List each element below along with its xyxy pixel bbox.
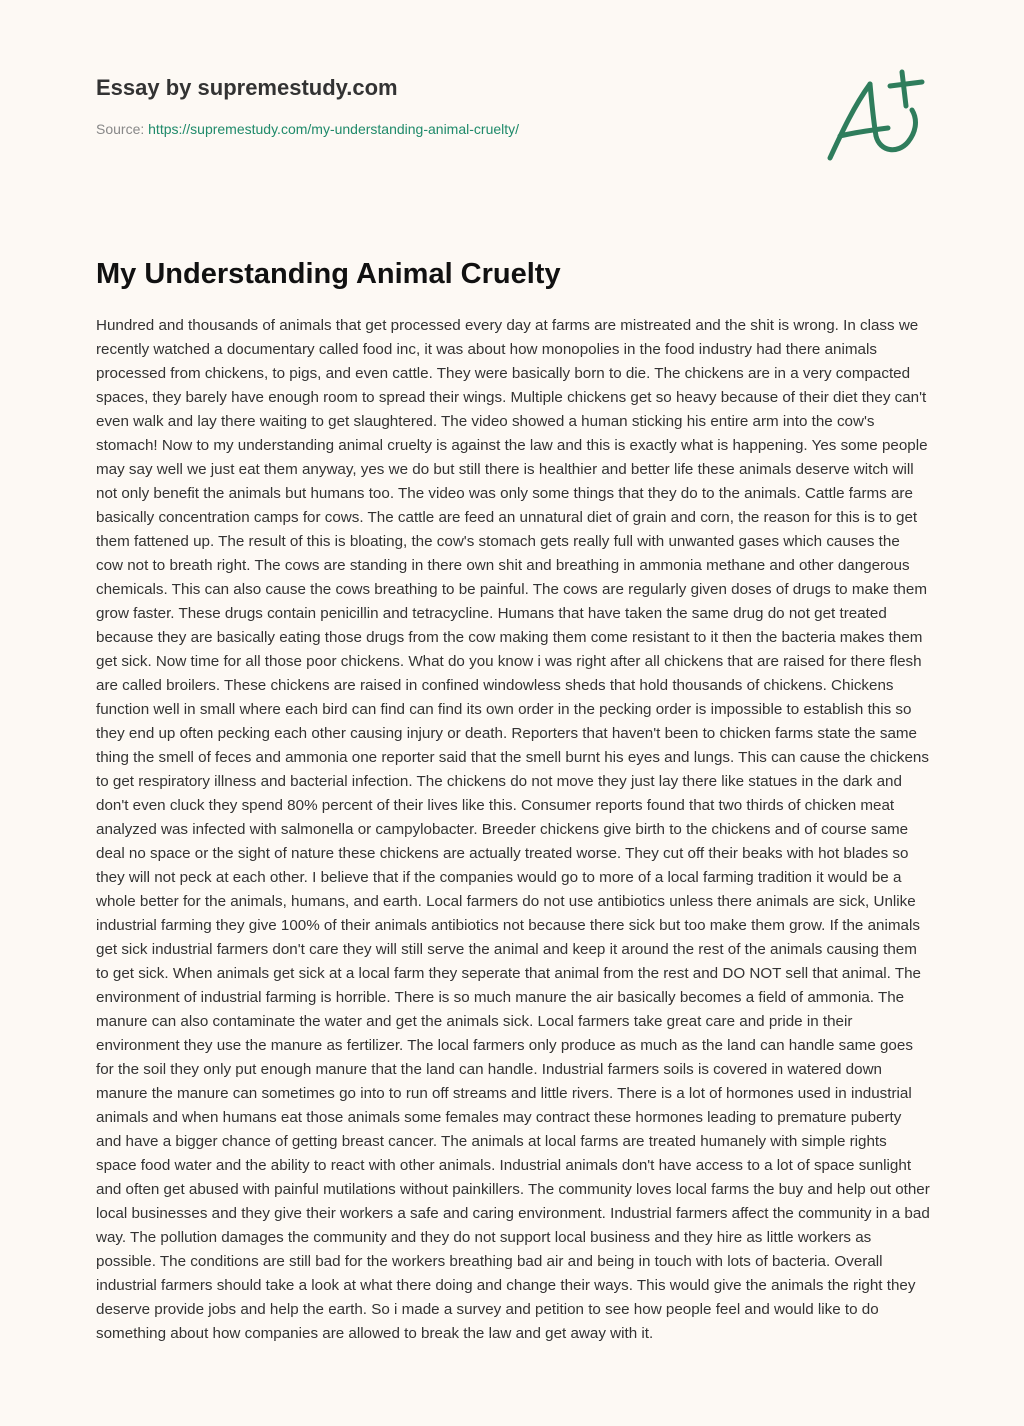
- source-line: [96, 120, 796, 138]
- a-plus-grade-icon: [820, 62, 932, 166]
- source-label: Source:: [96, 121, 149, 137]
- site-title: Essay by supremestudy.com: [96, 75, 398, 100]
- source-link[interactable]: https://supremestudy.com/my-understanding-animal-cruelty/: [148, 121, 520, 137]
- essay-title: My Understanding Animal Cruelty: [96, 258, 561, 290]
- essay-body: Hundred and thousands of animals that get processed every day at farms are mistreated and the shit is wrong. In class we recently watched a documentary called food inc, it was about how monopolies in the food industry had there animals processed from chickens, to pigs, and even cattle. They were basically born to die. The chickens are in a very compacted spaces, they barely have enough room to spread their wings. Multiple chickens get so heavy because of their diet they can't even walk and lay there waiting to get slaughtered. The video showed a human sticking his entire arm into the cow's stomach! Now to my understanding animal cruelty is against the law and this is exactly what is happening. Yes some people may say well we just eat them anyway, yes we do but still there is healthier and better life these animals deserve witch will not only benefit the animals but humans too. The video was only some things that they do to the animals. Cattle farms are basically concentration camps for cows. The cattle are feed an unnatural diet of grain and corn, the reason for this is to get them fattened up. The result of this is bloating, the cow's stomach gets really full with unwanted gases which causes the cow not to breath right. The cows are standing in there own shit and breathing in ammonia methane and other dangerous chemicals. This can also cause the cows breathing to be painful. The cows are regularly given doses of drugs to make them grow faster. These drugs contain penicillin and tetracycline. Humans that have taken the same drug do not get treated because they are basically eating those drugs from the cow making them come resistant to it then the bacteria makes them get sick. Now time for all those poor chickens. What do you know i was right after all chickens that are raised for there flesh are called broilers. These chickens are raised in confined windowless sheds that hold thousands of chickens. Chickens function well in small where each bird can find can find its own order in the pecking order is impossible to establish this so they end up often pecking each other causing injury or death. Reporters that haven't been to chicken farms state the same thing the smell of feces and ammonia one reporter said that the smell burnt his eyes and lungs. This can cause the chickens to get respiratory illness and bacterial infection. The chickens do not move they just lay there like statues in the dark and don't even cluck they spend 80% percent of their lives like this. Consumer reports found that two thirds of chicken meat analyzed was infected with salmonella or campylobacter. Breeder chickens give birth to the chickens and of course same deal no space or the sight of nature these chickens are actually treated worse. They cut off their beaks with hot blades so they will not peck at each other. I believe that if the companies would go to more of a local farming tradition it would be a whole better for the animals, humans, and earth. Local farmers do not use antibiotics unless there animals are sick, Unlike industrial farming they give 100% of their animals antibiotics not because there sick but too make them grow. If the animals get sick industrial farmers don't care they will still serve the animal and keep it around the rest of the animals causing them to get sick. When animals get sick at a local farm they seperate that animal from the rest and DO NOT sell that animal. The environment of industrial farming is horrible. There is so much manure the air basically becomes a field of ammonia. The manure can also contaminate the water and get the animals sick. Local farmers take great care and pride in their environment they use the manure as fertilizer. The local farmers only produce as much as the land can handle same goes for the soil they only put enough manure that the land can handle. Industrial farmers soils is covered in watered down manure the manure can sometimes go into to run off streams and little rivers. There is a lot of hormones used in industrial animals and when humans eat those animals some females may contract these hormones leading to premature puberty and have a bigger chance of getting breast cancer. The animals at local farms are treated humanely with simple rights space food water and the ability to react with other animals. Industrial animals don't have access to a lot of space sunlight and often get abused with painful mutilations without painkillers. The community loves local farms the buy and help out other local businesses and they give their workers a safe and caring environment. Industrial farmers affect the community in a bad way. The pollution damages the community and they do not support local business and they hire as little workers as possible. The conditions are still bad for the workers breathing bad air and being in touch with lots of bacteria. Overall industrial farmers should take a look at what there doing and change their ways. This would give the animals the right they deserve provide jobs and help the earth. So i made a survey and petition to see how people feel and would like to do something about how companies are allowed to break the law and get away with it.: [96, 317, 930, 1342]
- page-header: [96, 74, 796, 138]
